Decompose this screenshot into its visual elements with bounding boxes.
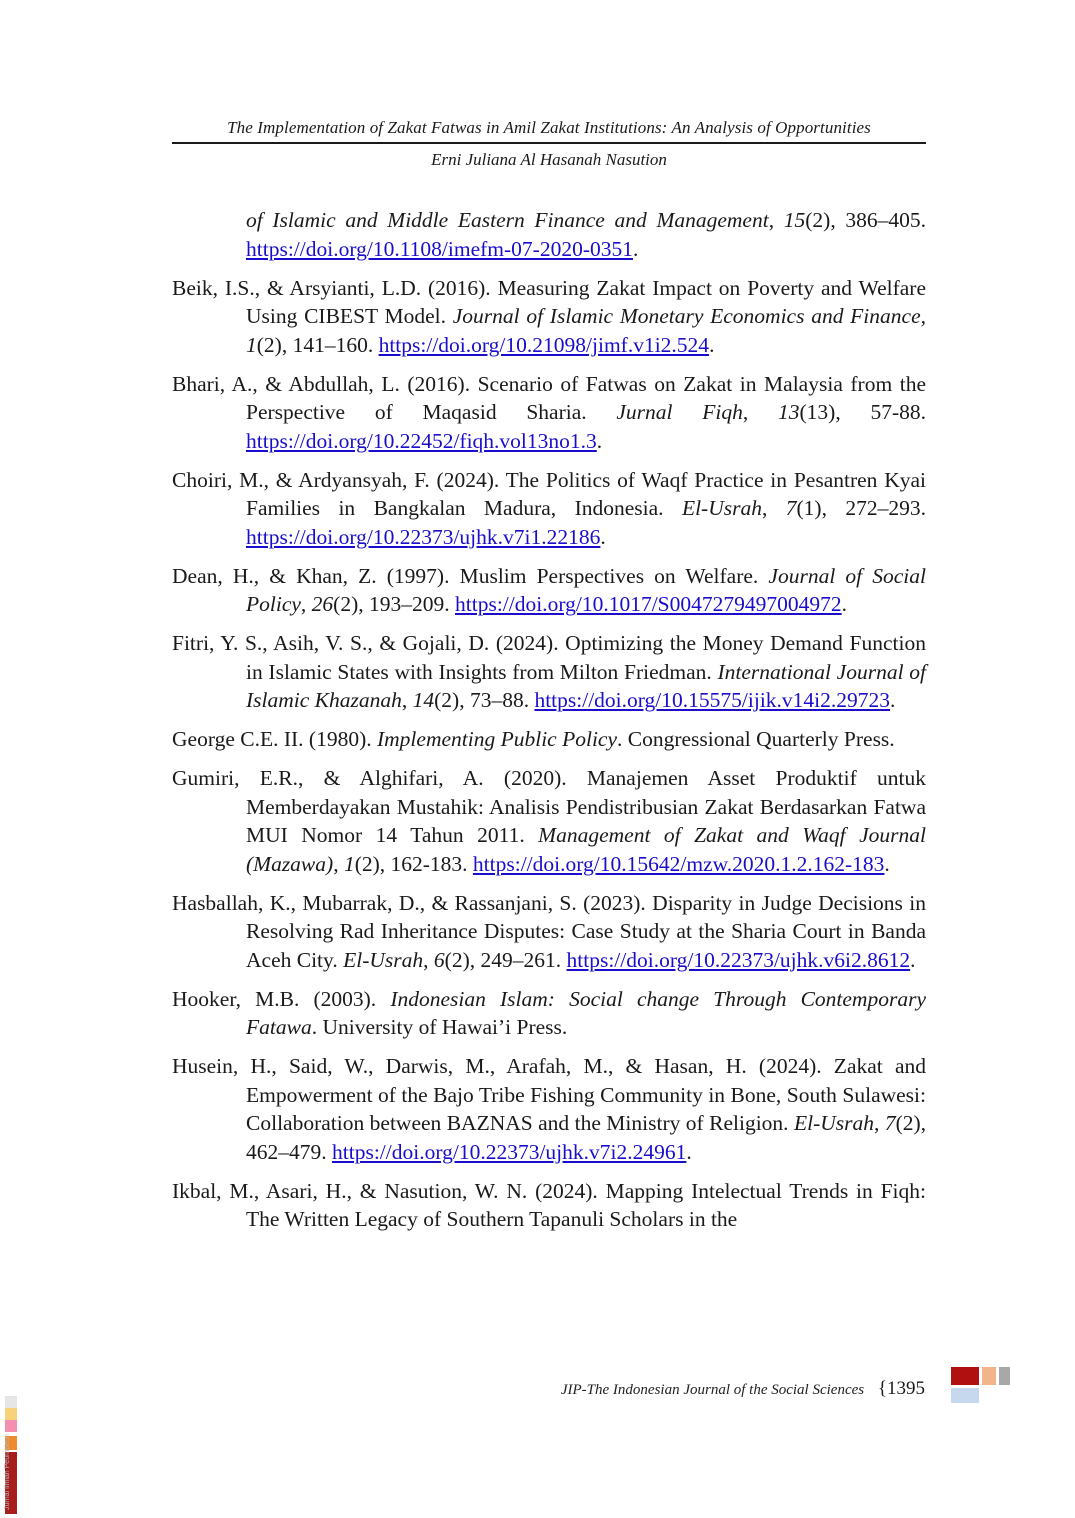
reference-text: (2), 193–209. [333,592,455,616]
doi-link[interactable]: https://doi.org/10.22452/fiqh.vol13no1.3 [246,428,597,453]
reference-text: . [596,428,603,453]
doi-link[interactable]: https://doi.org/10.1017/S0047279497004972 [455,592,842,616]
reference-text: . [632,236,639,261]
reference-italic-text: Management of Zakat and Waqf Journal (Mazawa) [246,823,926,876]
reference-entry [172,274,926,360]
reference-text: Hooker, M.B. (2003). [172,986,391,1011]
reference-text: (1), 272–293. [796,496,926,520]
doi-link[interactable]: https://doi.org/10.22373/ujhk.v6i2.8612 [566,947,911,972]
reference-entry [172,562,926,619]
reference-italic-text: 6 [433,947,445,972]
reference-italic-text: International Journal of Islamic Khazanah [246,659,926,712]
reference-entry [172,629,926,715]
reference-text: . [841,592,848,616]
reference-text: . [884,851,890,876]
reference-italic-text: 7 [785,496,797,520]
page-number-value: 1395 [887,1378,925,1399]
reference-text: , [874,1111,885,1135]
side-journal-text: Jurnal Ilmiah Peuradeun [4,1434,11,1510]
doi-link[interactable]: https://doi.org/10.22373/ujhk.v7i2.24961 [332,1139,687,1164]
reference-italic-text: El-Usrah [793,1111,874,1135]
reference-entry [172,370,926,456]
deco-square-peach [982,1367,996,1385]
reference-text: (2), 73–88. [434,688,535,712]
reference-italic-text: 1 [246,332,257,357]
doi-link[interactable]: https://doi.org/10.22373/ujhk.v7i1.22186 [246,524,601,549]
page-footer [561,1378,925,1400]
reference-text: Dean, H., & Khan, Z. (1997). Muslim Perspectives on Welfare. [172,563,769,588]
reference-text: (2), 462–479. [246,1111,927,1164]
reference-text: Fitri, Y. S., Asih, V. S., & Gojali, D. (2024). Optimizing the Money Demand Function in Islamic States with Insights from Milton Friedman. [172,631,926,684]
reference-entry [172,985,926,1042]
reference-text: . [709,332,715,357]
reference-italic-text: 7 [884,1111,896,1135]
reference-entry [172,889,926,975]
reference-italic-text: Journal of Islamic Monetary Economics and Finance [452,304,921,328]
doi-link[interactable]: https://doi.org/10.21098/jimf.v1i2.524 [378,332,710,357]
reference-italic-text: Indonesian Islam: Social change Through Contemporary Fatawa [246,986,926,1039]
reference-text: (2), 141–160. [256,332,379,357]
reference-text: Beik, I.S., & Arsyianti, L.D. (2016). Measuring Zakat Impact on Poverty and Welfare Using CIBEST Model. [172,275,926,328]
reference-text: (13), 57-88. [799,400,926,424]
reference-text: Choiri, M., & Ardyansyah, F. (2024). The Politics of Waqf Practice in Pesantren Kyai Families in Bangkalan Madura, Indonesia. [172,467,926,520]
reference-text: (2), 386–405. [805,208,926,232]
page-brace: { [877,1378,887,1399]
deco-square-grey [999,1367,1010,1385]
reference-text: . [910,947,916,972]
doi-link[interactable]: https://doi.org/10.15642/mzw.2020.1.2.162-183 [472,851,885,876]
reference-italic-text: 13 [778,400,800,424]
reference-entry-continued [172,206,926,263]
reference-italic-text: 26 [311,592,334,616]
reference-entry [172,1177,926,1234]
reference-italic-text: 1 [343,851,355,876]
reference-italic-text: 14 [412,688,435,712]
reference-entry [172,466,926,552]
doi-link[interactable]: https://doi.org/10.15575/ijik.v14i2.29723 [534,688,891,712]
reference-italic-text: El-Usrah [681,496,762,520]
reference-text: Bhari, A., & Abdullah, L. (2016). Scenario of Fatwas on Zakat in Malaysia from the Perspective of Maqasid Sharia. [172,371,926,424]
reference-text: Hasballah, K., Mubarrak, D., & Rassanjani, S. (2023). Disparity in Judge Decisions in Resolving Rad Inheritance Disputes: Case Study at the Sharia Court in Banda Aceh City. [172,890,926,972]
reference-text: . University of Hawai’i Press. [311,1015,568,1039]
deco-square-dark-red [951,1367,979,1385]
page-number [878,1378,925,1399]
reference-italic-text: 15 [783,208,806,232]
header-title: The Implementation of Zakat Fatwas in Amil Zakat Institutions: An Analysis of Opportunities [172,118,926,144]
reference-text: , [423,947,434,972]
reference-italic-text: Implementing Public Policy [377,727,618,751]
reference-text: George C.E. II. (1980). [172,727,377,751]
reference-text: . Congressional Quarterly Press. [617,727,895,751]
reference-text: , [742,400,779,424]
reference-text: , [920,304,926,328]
doi-link[interactable]: https://doi.org/10.1108/imefm-07-2020-0351 [246,236,633,261]
deco-square-light-blue [951,1388,979,1403]
reference-text: Ikbal, M., Asari, H., & Nasution, W. N. (2024). Mapping Intelectual Trends in Fiqh: The Written Legacy of Southern Tapanuli Scholars in the [172,1178,926,1231]
reference-italic-text: of Islamic and Middle Eastern Finance and Management [246,208,769,232]
header-author: Erni Juliana Al Hasanah Nasution [431,150,667,169]
reference-text: , [300,592,312,616]
reference-text: (2), 162-183. [354,851,473,876]
reference-entry [172,725,926,754]
reference-italic-text: Jurnal Fiqh [616,400,743,424]
reference-text: , [768,208,784,232]
reference-entry [172,764,926,878]
reference-italic-text: El-Usrah [343,947,424,972]
reference-italic-text: Journal of Social Policy [246,563,926,616]
reference-list [172,206,926,1244]
reference-text: (2), 249–261. [444,947,567,972]
reference-entry [172,1052,926,1166]
running-header [172,118,926,170]
reference-text: , [761,496,786,520]
reference-text: . [686,1139,692,1164]
reference-text: , [333,851,344,876]
reference-text: . [890,688,896,712]
reference-text: , [401,688,413,712]
reference-text: . [600,524,606,549]
footer-journal-name: JIP-The Indonesian Journal of the Social Sciences [560,1382,865,1398]
reference-text: Husein, H., Said, W., Darwis, M., Arafah, M., & Hasan, H. (2024). Zakat and Empowerment of the Bajo Tribe Fishing Community in Bone, South Sulawesi: Collaboration between BAZNAS and the Ministry of Religion. [172,1054,926,1135]
reference-text: Gumiri, E.R., & Alghifari, A. (2020). Manajemen Asset Produktif untuk Memberdayakan Mustahik: Analisis Pendistribusian Zakat Berdasarkan Fatwa MUI Nomor 14 Tahun 2011. [172,766,926,847]
